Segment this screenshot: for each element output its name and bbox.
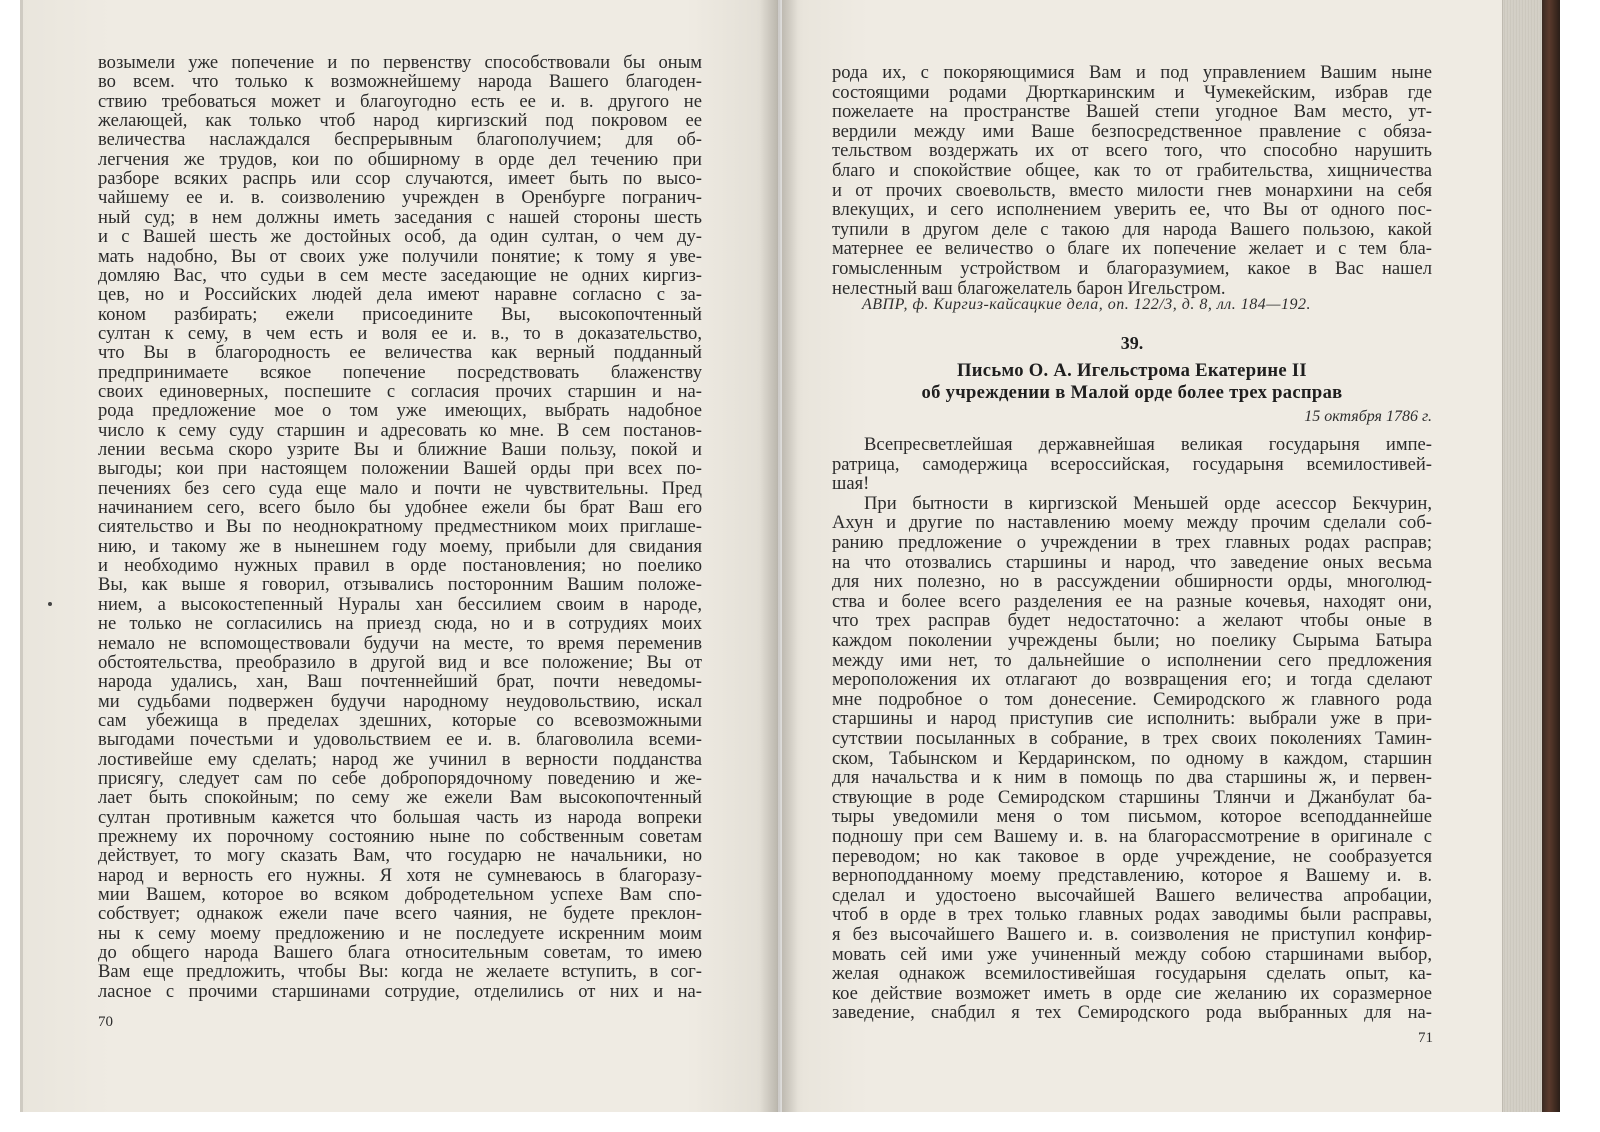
text-line: Вам еще предложить, чтобы Вы: когда не желаете вступить, в сог-: [98, 961, 702, 983]
text-line: для них полезно, но в рассуждении обширности орды, многолюд-: [832, 571, 1432, 593]
book-cover-edge: [1542, 0, 1560, 1112]
text-line: цев, но и Российских людей дела имеют наравне согласно с за-: [98, 284, 702, 306]
text-line: не только не согласились на приезд сюда, но и в сотрудиях моих: [98, 613, 702, 635]
text-line: прежнему их порочному состоянию ныне по собственным советам: [98, 826, 702, 847]
text-line: ный суд; в нем должны иметь заседания с нашей стороны шесть: [98, 206, 702, 228]
text-line: тыры уведомили меня о том письмом, которое всеподданнейше: [832, 806, 1432, 828]
book-spread: [20, 0, 1560, 1112]
text-line: Ахун и другие по наставлению моему между прочим сделали соб-: [832, 512, 1432, 534]
text-line: желая однакож всемилостивейшая государыня сделать опыт, ка-: [832, 963, 1432, 985]
text-line: сделал и удостоено высочайшей Вашего величества апробации,: [832, 884, 1432, 906]
text-line: пожелаете на пространстве Вашей степи угодное Вам место, ут-: [832, 101, 1432, 123]
text-line: Вы, как выше я говорил, отзывались посторонним Вашим положе-: [98, 574, 702, 596]
text-line: ратрица, самодержица всероссийская, государыня всемилостивей-: [832, 453, 1432, 475]
text-line: ствию требоваться может и благоугодно есть ее и. в. другого не: [98, 90, 702, 112]
document-title-line-1: Письмо О. А. Игельстрома Екатерине II: [957, 360, 1307, 381]
page-edge-left: [20, 0, 23, 1112]
text-line: немало не вспомоществовали будучи на месте, то время переменив: [98, 632, 702, 654]
text-line: мии Вашем, которое во всяком добродетельном успехе Вам спо-: [98, 884, 702, 906]
text-line: своих единоверных, поспешите с согласия прочих старшин и на-: [98, 380, 702, 402]
text-line: чтоб в орде в трех только главных родах заводимы были расправы,: [832, 904, 1432, 926]
text-line: лении весьма скоро узрите Вы и ближние Ваши пользу, покой и: [98, 439, 702, 460]
document-number: 39.: [1120, 333, 1144, 353]
text-line: переводом; но как таковое в орде учреждение, не сообразуется: [832, 845, 1432, 867]
text-line: для начальства и к ним в помощь по два старшины ж, и первен-: [832, 767, 1432, 789]
text-line: сам убежища в пределах здешних, которые со всевозможными: [98, 709, 702, 731]
text-line: до общего народа Вашего блага относительным советам, то имею: [98, 942, 702, 964]
text-line: и с Вашей шесть же достойных особ, да один султан, о чем ду-: [98, 226, 702, 248]
text-line: присягу, следует сам по себе добропорядочному поведению и же-: [98, 767, 702, 789]
text-line: султан к сему, в чем есть и воля ее и. в., то в доказательство,: [98, 322, 702, 344]
text-line: на что отозвались старшины и народ, что заведение оных весьма: [832, 551, 1432, 573]
text-line: верноподданному моему представлению, которое я Вашему и. в.: [832, 865, 1432, 887]
text-line: Всепресветлейшая державнейшая великая государыня импе-: [864, 434, 1432, 455]
text-line: нию, и такому же в нынешнем году моему, прибыли для свидания: [98, 535, 702, 557]
text-line: каждом поколении учреждены были; но поелику Сырыма Батыра: [832, 630, 1432, 651]
text-line: ны к сему моему предложению и не последуете искренним моим: [98, 922, 702, 944]
text-line: ском, Табынском и Кердаринском, по одному в каждом, старшин: [832, 747, 1432, 769]
text-line: действует, то могу сказать Вам, что государю не начальники, но: [98, 845, 702, 867]
text-line: между ими нет, то дальнейшие о исполнении сего предложения: [832, 649, 1432, 671]
text-line: домляю Вас, что судьи в сем месте заседающие не одних киргиз-: [98, 264, 702, 286]
text-line: тельством воздержать их от всего того, что способно нарушить: [832, 140, 1432, 162]
text-line: коном разбирать; ежели присоедините Вы, высокопочтенный: [98, 303, 702, 325]
document-title-line-2: об учреждении в Малой орде более трех расправ: [921, 382, 1343, 403]
text-line: ранию предложение о учреждении в трех главных родах расправ;: [832, 532, 1432, 553]
text-line: и необходимо нужных правил в орде постановления; но поелико: [98, 555, 702, 577]
text-line: рода их, с покоряющимися Вам и под управлением Вашим ныне: [832, 62, 1432, 83]
text-line: мероположения их отлагают до возвращения его; и тогда сделают: [832, 669, 1432, 691]
text-line: что Вы в благородность ее величества как верный подданный: [98, 342, 702, 364]
page-block-edge: [1502, 0, 1543, 1112]
ink-speck: [48, 602, 52, 606]
text-line: собствует; однакож ежели паче всего чаяния, не будете преклон-: [98, 903, 702, 925]
text-line: При бытности в киргизской Меньшей орде асессор Бекчурин,: [864, 492, 1432, 514]
text-line: лостивейше ему сделать; народ же учинил в верности подданства: [98, 748, 702, 770]
text-line: возымели уже попечение и по первенству способствовали бы оным: [98, 52, 702, 73]
text-line: нелестный ваш благожелатель барон Игельстром.: [832, 277, 1226, 299]
text-line: во всем. что только к возможнейшему народа Вашего благоден-: [98, 71, 702, 93]
archive-source-reference: АВПР, ф. Киргиз-кайсацкие дела, оп. 122/3, д. 8, лл. 184—192.: [862, 296, 1312, 313]
text-line: состоящими родами Дюрткаринским и Чумекейским, избрав где: [832, 81, 1432, 103]
text-line: благо и спокойствие общее, как то от грабительства, хищничества: [832, 160, 1432, 181]
text-line: народа удались, хан, Ваш почтеннейший брат, почти неведомы-: [98, 671, 702, 693]
text-line: подношу при сем Вашему и. в. на благорассмотрение в оригинале с: [832, 826, 1432, 847]
text-line: влекущих, и сего исполнением уверить ее, что Вы от одного пос-: [832, 199, 1432, 221]
text-line: я без высочайшего Вашего и. в. соизволения не приступил конфир-: [832, 924, 1432, 945]
text-line: чайшему ее и. в. соизволению учрежден в Оренбурге погранич-: [98, 187, 702, 209]
text-line: тупили в другом деле с такою для народа Вашего пользою, какой: [832, 218, 1432, 240]
text-line: ства и более всего разделения ее на разные кочевья, находят они,: [832, 590, 1432, 612]
document-date: 15 октября 1786 г.: [1304, 408, 1432, 425]
right-page: [782, 0, 1502, 1112]
text-line: что трех расправ будет недостаточно: а желают чтобы оные в: [832, 610, 1432, 632]
text-line: султан противным кажется что большая часть из народа вопреки: [98, 806, 702, 828]
text-line: ласное с прочими старшинами сотрудие, отделились от них и на-: [98, 980, 702, 1002]
text-line: нием, а высокостепенный Нуралы хан бессилием своим в народе,: [98, 593, 702, 615]
text-line: сутствии посыланных в собрание, в трех своих поколениях Тамин-: [832, 728, 1432, 749]
text-line: шая!: [832, 473, 870, 495]
text-line: матернее ее величество о благе их попечение желает и с тем бла-: [832, 238, 1432, 260]
text-line: печениях без сего суда еще мало и почти не чувствительны. Пред: [98, 477, 702, 499]
text-line: разборе всяких распрь или ссор случаются, имеет быть по высо-: [98, 168, 702, 190]
text-line: лает быть спокойным; по сему же ежели Вам высокопочтенный: [98, 787, 702, 809]
text-line: вердили между ими Ваше безпосредственное правление с обяза-: [832, 120, 1432, 142]
page-number-left: 70: [98, 1014, 113, 1030]
page-number-right: 71: [1418, 1030, 1433, 1046]
text-line: рода предложение мое о том уже имеющих, выбрать надобное: [98, 400, 702, 422]
text-line: мать надобно, Вы от своих уже получили понятие; к тому я уве-: [98, 245, 702, 267]
text-line: заведение, снабдил я тех Семиродского рода выбранных для на-: [832, 1002, 1432, 1024]
text-line: старшины и народ приступив сие исполнить: выбрали уже в при-: [832, 708, 1432, 730]
text-line: народ и верность его нужны. Я хотя не сумневаюсь в благоразу-: [98, 864, 702, 886]
text-line: мовать сей ими уже учиненный между собою старшинами выбор,: [832, 943, 1432, 965]
text-line: выгоды; кои при настоящем положении Вашей орды при всех по-: [98, 458, 702, 480]
text-line: выгодами почестьми и удовольствием ее и. в. благоволила всеми-: [98, 729, 702, 751]
left-page: [20, 0, 778, 1112]
text-line: число к сему суду старшин и адресовать ко мне. В сем постанов-: [98, 419, 702, 441]
text-line: величества наслаждался беспрерывным благополучием; для об-: [98, 129, 702, 151]
text-line: гомысленным устройством и благоразумием, какое в Вас нашел: [832, 258, 1432, 279]
text-line: сиятельство и Вы по неоднократному предместником моих приглаше-: [98, 516, 702, 538]
book-gutter: [760, 0, 798, 1112]
text-line: легчения же трудов, кои по обширному в орде дел течению при: [98, 148, 702, 170]
text-line: и от прочих своевольств, вместо милости гнев монархини на себя: [832, 179, 1432, 201]
text-line: ми судьбами подвержен будучи народному неудовольствию, искал: [98, 690, 702, 712]
text-line: ствующие в роде Семиродском старшины Тлянчи и Джанбулат ба-: [832, 786, 1432, 808]
text-line: кое действие возможет иметь в орде сие желанию их соразмерное: [832, 982, 1432, 1004]
text-line: начинанием сего, всего было бы удобнее ежели бы брат Ваш его: [98, 497, 702, 519]
text-line: обстоятельства, преобразило в другой вид и все положение; Вы от: [98, 651, 702, 673]
text-line: желающей, как только чтоб народ киргизский под покровом ее: [98, 110, 702, 132]
text-line: мне подробное о том донесение. Семиродского ж главного рода: [832, 688, 1432, 710]
text-line: предпринимаете всякое попечение посредствовать блаженству: [98, 361, 702, 383]
